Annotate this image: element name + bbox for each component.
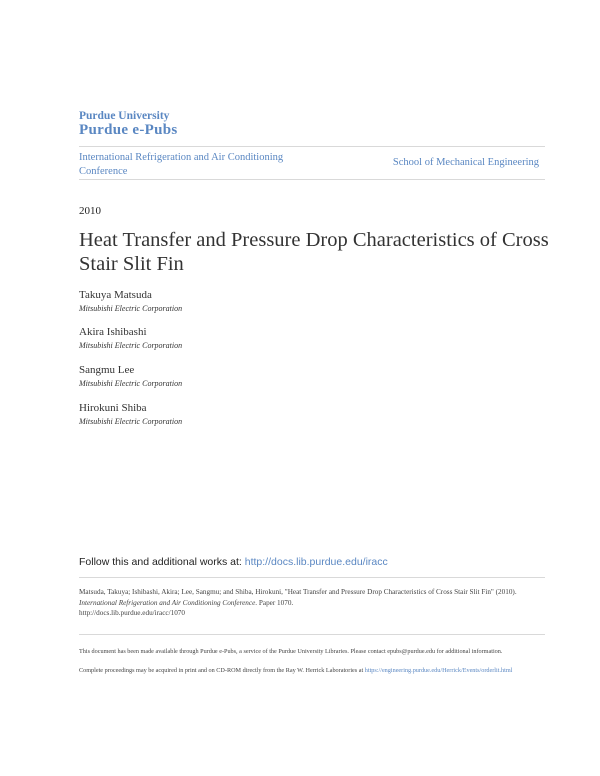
school-link[interactable]: School of Mechanical Engineering: [392, 157, 539, 168]
citation-venue: International Refrigeration and Air Conditioning Conference: [79, 598, 256, 607]
citation-block: [79, 587, 545, 619]
follow-divider: [79, 577, 545, 578]
header-top-divider: [79, 146, 545, 147]
citation-paper-number: . Paper 1070.: [255, 598, 294, 607]
author-name: Akira Ishibashi: [79, 326, 147, 338]
conference-series-link[interactable]: International Refrigeration and Air Conditioning Conference: [79, 152, 284, 177]
citation-text: Matsuda, Takuya; Ishibashi, Akira; Lee, Sangmu; and Shiba, Hirokuni, "Heat Transfer and Pressure Drop Characteristics of Cross Stair Slit Fin" (2010).: [79, 588, 517, 596]
follow-label: Follow this and additional works at:: [79, 556, 245, 568]
author-affiliation: Mitsubishi Electric Corporation: [79, 417, 183, 426]
proceedings-notice: [79, 666, 549, 675]
author-name: Sangmu Lee: [79, 364, 135, 376]
author-affiliation: Mitsubishi Electric Corporation: [79, 341, 183, 350]
proceedings-text: Complete proceedings may be acquired in print and on CD-ROM directly from the Ray W. Herrick Laboratories at: [79, 667, 365, 674]
author-name: Takuya Matsuda: [79, 289, 152, 301]
paper-title: Heat Transfer and Pressure Drop Characteristics of Cross Stair Slit Fin: [79, 229, 549, 275]
citation-divider: [79, 634, 545, 635]
repository-name-link[interactable]: Purdue e-Pubs: [79, 122, 178, 138]
header-bottom-divider: [79, 179, 545, 180]
citation-url: http://docs.lib.purdue.edu/iracc/1070: [79, 609, 185, 617]
author-name: Hirokuni Shiba: [79, 402, 147, 414]
publication-year: 2010: [79, 205, 101, 217]
author-affiliation: Mitsubishi Electric Corporation: [79, 304, 183, 313]
herrick-url-link[interactable]: https://engineering.purdue.edu/Herrick/Events/orderlit.html: [364, 667, 513, 674]
collection-url-link[interactable]: http://docs.lib.purdue.edu/iracc: [244, 556, 388, 568]
university-name: Purdue University: [79, 110, 170, 122]
follow-line: [79, 556, 388, 568]
availability-notice: This document has been made available through Purdue e-Pubs, a service of the Purdue University Libraries. Please contact epubs@purdue.edu for additional information.: [79, 648, 503, 655]
author-affiliation: Mitsubishi Electric Corporation: [79, 379, 183, 388]
